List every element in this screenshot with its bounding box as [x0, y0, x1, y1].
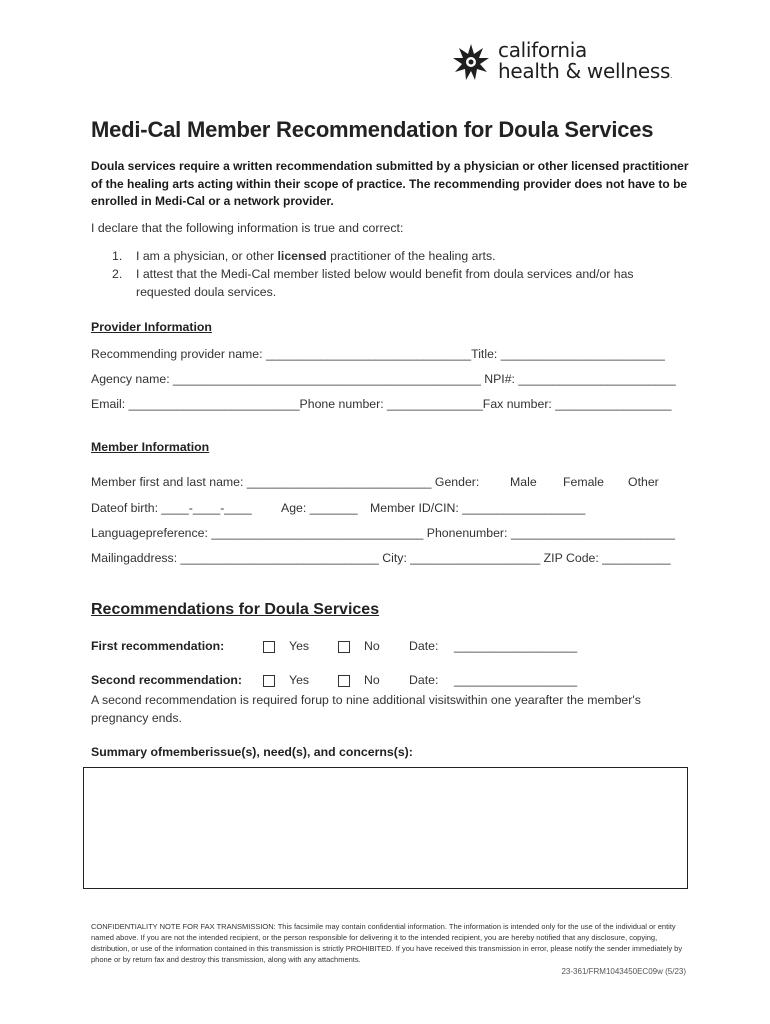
first-yes-checkbox[interactable] [263, 641, 275, 653]
summary-textarea[interactable] [83, 767, 688, 889]
brand-wordmark [498, 40, 672, 87]
brand-line-2: health & wellness [498, 59, 671, 83]
email-phone-fax-line[interactable]: Email: _________________________Phone number: ______________Fax number: _________________ [91, 397, 672, 411]
confidentiality-note: CONFIDENTIALITY NOTE FOR FAX TRANSMISSION: This facsimile may contain confidential information. The information is intended only for the use of the individual or entity named above. If you are not the intended recipient, or the person responsible for delivering it to the intended recipient, you are hereby notified that any disclosure, copying, distribution, or use of the information contained in this transmission is strictly PROHIBITED. If you have received this transmission in error, please notify the sender immediately by phone or by return fax and destroy this transmission, along with any attachments. [91, 922, 683, 964]
list-item [112, 247, 682, 265]
list-text: I attest that the Medi-Cal member listed below would benefit from doula services and/or has requested doula services. [136, 267, 634, 299]
first-recommendation-label: First recommendation: [91, 639, 225, 653]
gender-option-male[interactable]: Male [510, 475, 537, 489]
second-date-field[interactable]: __________________ [454, 673, 578, 687]
provider-name-title-line[interactable]: Recommending provider name: ______________________________Title: ________________________ [91, 347, 665, 361]
intro-paragraph: Doula services require a written recommendation submitted by a physician or other licensed practitioner of the healing arts acting within their scope of practice. The recommending provider does not have to be enrolled in Medi-Cal or a network provider. [91, 159, 689, 208]
first-no-label: No [364, 639, 380, 653]
language-phone-line[interactable]: Languagepreference: _______________________________ Phonenumber: ________________________ [91, 526, 675, 540]
second-no-label: No [364, 673, 380, 687]
mailing-address-line[interactable]: Mailingaddress: _____________________________ City: ___________________ ZIP Code: __________ [91, 551, 671, 565]
second-no-checkbox[interactable] [338, 675, 350, 687]
declaration-text: I declare that the following information is true and correct: [91, 221, 404, 235]
brand-logo [450, 38, 680, 88]
first-yes-label: Yes [289, 639, 310, 653]
recommendations-heading: Recommendations for Doula Services [91, 601, 380, 618]
list-text-pre: I am a physician, or other [136, 249, 278, 263]
list-text-post: practitioner of the healing arts. [326, 249, 496, 263]
agency-npi-line[interactable]: Agency name: _____________________________________________ NPI#: _______________________ [91, 372, 676, 386]
gender-option-female[interactable]: Female [563, 475, 605, 489]
first-no-checkbox[interactable] [338, 641, 350, 653]
second-yes-label: Yes [289, 673, 310, 687]
page-title: Medi-Cal Member Recommendation for Doula Services [91, 117, 654, 142]
second-recommendation-label: Second recommendation: [91, 673, 243, 687]
list-number: 1. [112, 249, 123, 263]
member-id-field[interactable]: Member ID/CIN: __________________ [370, 501, 586, 515]
list-item [112, 265, 682, 301]
second-date-label: Date: [409, 673, 439, 687]
age-field[interactable]: Age: _______ [281, 501, 358, 515]
first-date-field[interactable]: __________________ [454, 639, 578, 653]
second-yes-checkbox[interactable] [263, 675, 275, 687]
sunburst-logo-icon [450, 40, 492, 84]
provider-heading: Provider Information [91, 320, 212, 334]
list-text-bold: licensed [277, 249, 327, 263]
list-number: 2. [112, 267, 123, 281]
form-code: 23-361/FRM1043450EC09w (5/23) [561, 967, 686, 976]
member-heading: Member Information [91, 440, 210, 454]
second-recommendation-note: A second recommendation is required forup to nine additional visitswithin one yearafter the member's pregnancy ends. [91, 693, 641, 725]
summary-label: Summary ofmemberissue(s), need(s), and concerns(s): [91, 745, 413, 759]
member-name-gender-line[interactable]: Member first and last name: ___________________________ Gender: [91, 475, 480, 489]
first-date-label: Date: [409, 639, 439, 653]
brand-trademark: . [670, 72, 673, 80]
dob-field[interactable]: Dateof birth: ____-____-____ [91, 501, 252, 515]
brand-line-1: california [498, 38, 588, 62]
gender-option-other[interactable]: Other [628, 475, 659, 489]
